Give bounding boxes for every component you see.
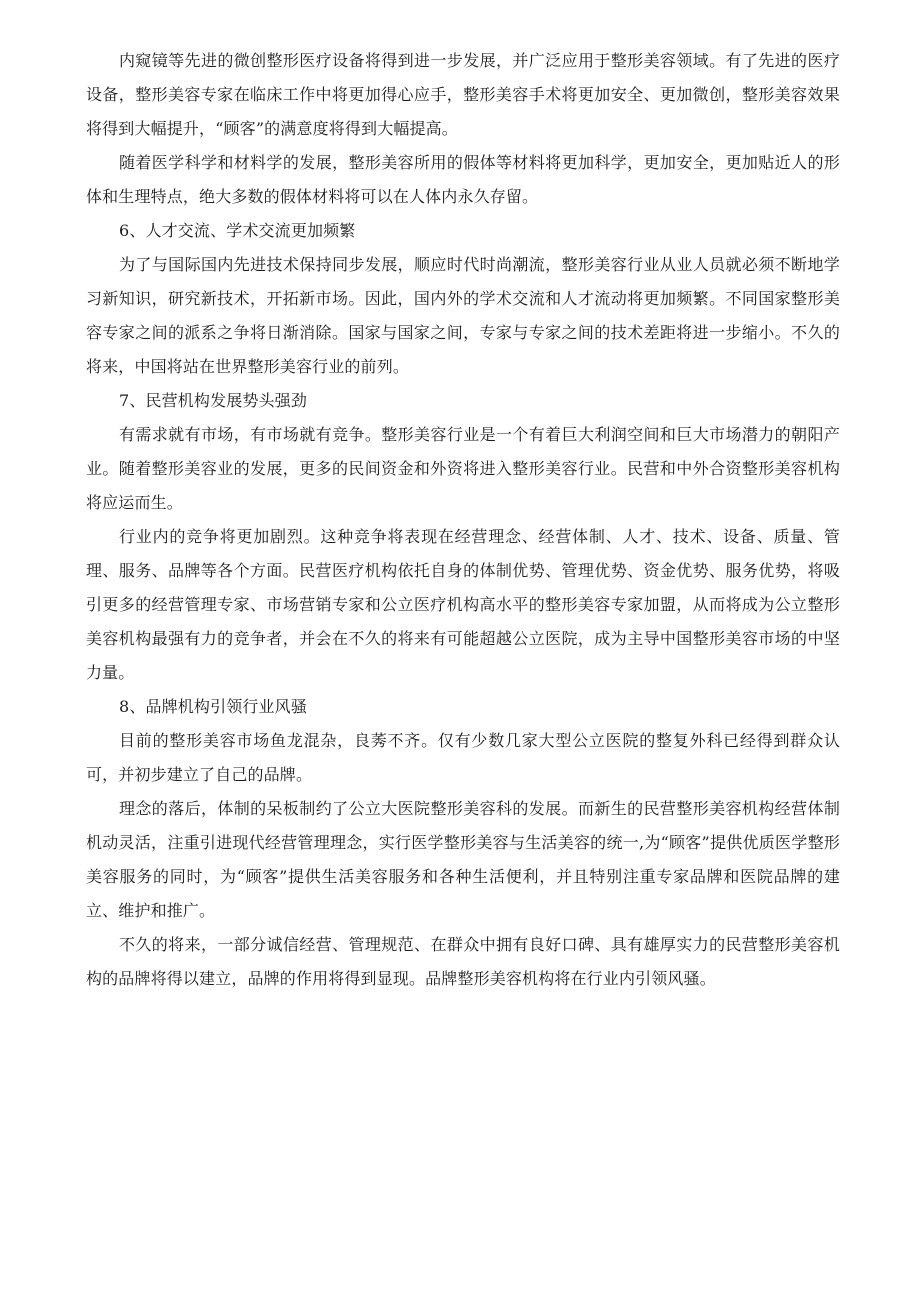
section-heading-8: 8、品牌机构引领行业风骚 — [119, 697, 307, 716]
paragraph-academic-exchange: 为了与国际国内先进技术保持同步发展，顺应时代时尚潮流，整形美容行业从业人员就必须不断地学习新知识，研究新技术，开拓新市场。因此，国内外的学术交流和人才流动将更加频繁。不同国家整形美容专家之间的派系之争将日渐消除。国家与国家之间，专家与专家之间的技术差距将进一步缩小。不久的将来，中国将站在世界整形美容行业的前列。 — [86, 255, 840, 376]
paragraph-medical-equipment: 内窥镜等先进的微创整形医疗设备将得到进一步发展，并广泛应用于整形美容领域。有了先进的医疗设备，整形美容专家在临床工作中将更加得心应手，整形美容手术将更加安全、更加微创，整形美容效果将得到大幅提升，“顾客”的满意度将得到大幅提高。 — [86, 51, 840, 138]
paragraph-implant-materials: 随着医学科学和材料学的发展，整形美容所用的假体等材料将更加科学，更加安全，更加贴近人的形体和生理特点，绝大多数的假体材料将可以在人体内永久存留。 — [86, 153, 840, 206]
section-heading-7: 7、民营机构发展势头强劲 — [119, 391, 307, 410]
paragraph-brand-future: 不久的将来，一部分诚信经营、管理规范、在群众中拥有良好口碑、具有雄厚实力的民营整形美容机构的品牌将得以建立，品牌的作用将得到显现。品牌整形美容机构将在行业内引领风骚。 — [86, 935, 840, 988]
paragraph-market-demand: 有需求就有市场，有市场就有竞争。整形美容行业是一个有着巨大利润空间和巨大市场潜力的朝阳产业。随着整形美容业的发展，更多的民间资金和外资将进入整形美容行业。民营和中外合资整形美容机构将应运而生。 — [86, 425, 840, 512]
section-heading-6: 6、人才交流、学术交流更加频繁 — [119, 221, 356, 240]
paragraph-current-market: 目前的整形美容市场鱼龙混杂，良莠不齐。仅有少数几家大型公立医院的整复外科已经得到群众认可，并初步建立了自己的品牌。 — [86, 731, 840, 784]
paragraph-private-institutions: 理念的落后，体制的呆板制约了公立大医院整形美容科的发展。而新生的民营整形美容机构经营体制机动灵活，注重引进现代经营管理理念，实行医学整形美容与生活美容的统一,为“顾客”提供优质医学整形美容服务的同时，为“顾客”提供生活美容服务和各种生活便利，并且特别注重专家品牌和医院品牌的建立、维护和推广。 — [86, 799, 840, 920]
paragraph-competition: 行业内的竞争将更加剧烈。这种竞争将表现在经营理念、经营体制、人才、技术、设备、质量、管理、服务、品牌等各个方面。民营医疗机构依托自身的体制优势、管理优势、资金优势、服务优势，将吸引更多的经营管理专家、市场营销专家和公立医疗机构高水平的整形美容专家加盟，从而将成为公立整形美容机构最强有力的竞争者，并会在不久的将来有可能超越公立医院，成为主导中国整形美容市场的中坚力量。 — [86, 527, 840, 682]
document-page — [86, 44, 840, 996]
